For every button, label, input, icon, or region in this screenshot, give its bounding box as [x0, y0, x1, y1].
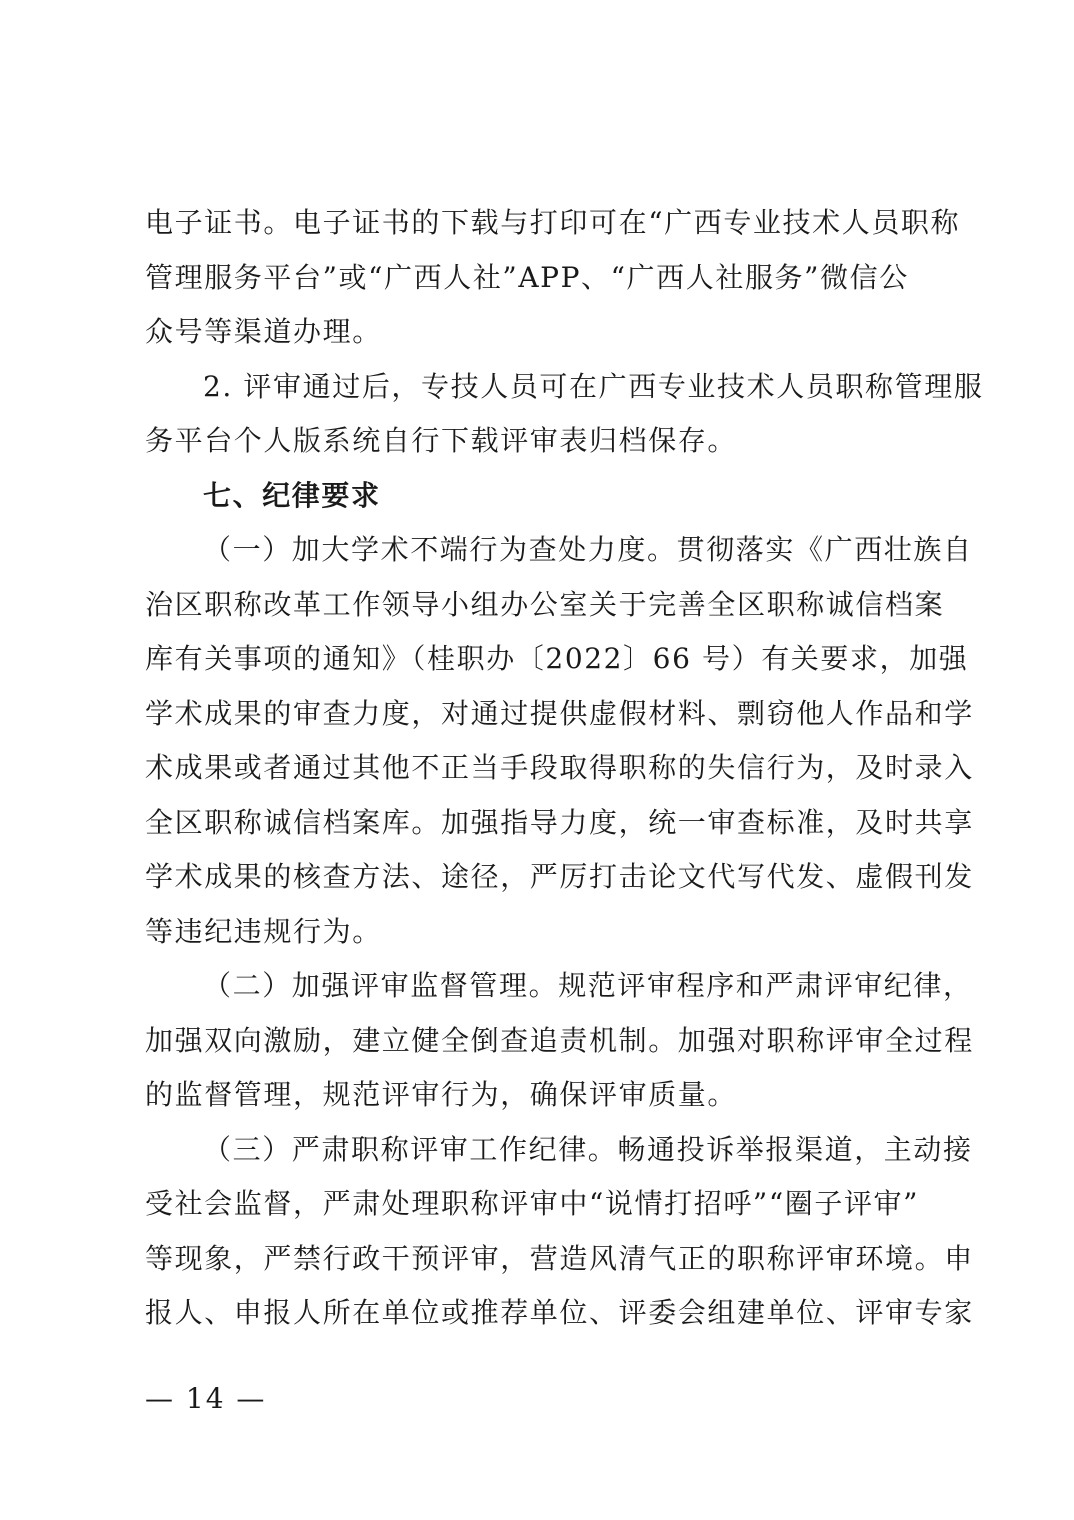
section-heading — [145, 469, 945, 524]
text-line: 务平台个人版系统自行下载评审表归档保存。 — [145, 424, 738, 457]
paragraph-electronic-certificate — [145, 196, 961, 360]
text-run: 畅通投诉举报渠道，主动接 — [617, 1132, 973, 1166]
text-line — [145, 523, 973, 578]
text-line: 库有关事项的通知》（桂职办〔2022〕66 号）有关要求，加强 — [145, 642, 969, 675]
text-run: 贯彻落实《广西壮族自 — [676, 533, 973, 566]
text-line: 报人、申报人所在单位或推荐单位、评委会组建单位、评审专家 — [145, 1296, 974, 1329]
sub-heading: （一）加大学术不端行为查处力度。 — [203, 533, 677, 566]
text-line: 的监督管理，规范评审行为，确保评审质量。 — [145, 1078, 738, 1111]
text-line — [145, 959, 973, 1014]
text-line: 管理服务平台”或“广西人社”APP、“广西人社服务”微信公 — [145, 260, 909, 294]
text-line: 加强双向激励，建立健全倒查追责机制。加强对职称评审全过程 — [145, 1023, 974, 1057]
text-line: 学术成果的审查力度，对通过提供虚假材料、剽窃他人作品和学 — [145, 696, 974, 730]
sub-heading: （三）严肃职称评审工作纪律。 — [203, 1132, 618, 1166]
text-line: 等违纪违规行为。 — [145, 914, 382, 948]
text-line: 术成果或者通过其他不正当手段取得职称的失信行为，及时录入 — [145, 751, 974, 784]
text-line: 全区职称诚信档案库。加强指导力度，统一审查标准，及时共享 — [145, 805, 974, 839]
text-line: 众号等渠道办理。 — [145, 315, 382, 348]
paragraph-discipline-3 — [145, 1123, 974, 1341]
paragraph-item-2 — [145, 360, 984, 469]
text-line: 受社会监督，严肃处理职称评审中“说情打招呼”“圈子评审” — [145, 1187, 920, 1220]
sub-heading: （二）加强评审监督管理。 — [203, 969, 559, 1002]
text-line: 2. 评审通过后，专技人员可在广西专业技术人员职称管理服 — [203, 369, 984, 403]
text-line: 电子证书。电子证书的下载与打印可在“广西专业技术人员职称 — [145, 206, 961, 239]
paragraph-discipline-2 — [145, 959, 974, 1123]
text-line: 等现象，严禁行政干预评审，营造风清气正的职称评审环境。申 — [145, 1241, 974, 1275]
text-line: 学术成果的核查方法、途径，严厉打击论文代写代发、虚假刊发 — [145, 860, 974, 893]
document-body — [145, 196, 984, 1341]
text-line: 治区职称改革工作领导小组办公室关于完善全区职称诚信档案 — [145, 587, 945, 621]
paragraph-discipline-1 — [145, 523, 974, 959]
text-line — [145, 1123, 973, 1178]
section-title: 七、纪律要求 — [203, 478, 381, 512]
text-run: 规范评审程序和严肃评审纪律， — [558, 969, 973, 1002]
page-number: — 14 — — [145, 1382, 267, 1415]
